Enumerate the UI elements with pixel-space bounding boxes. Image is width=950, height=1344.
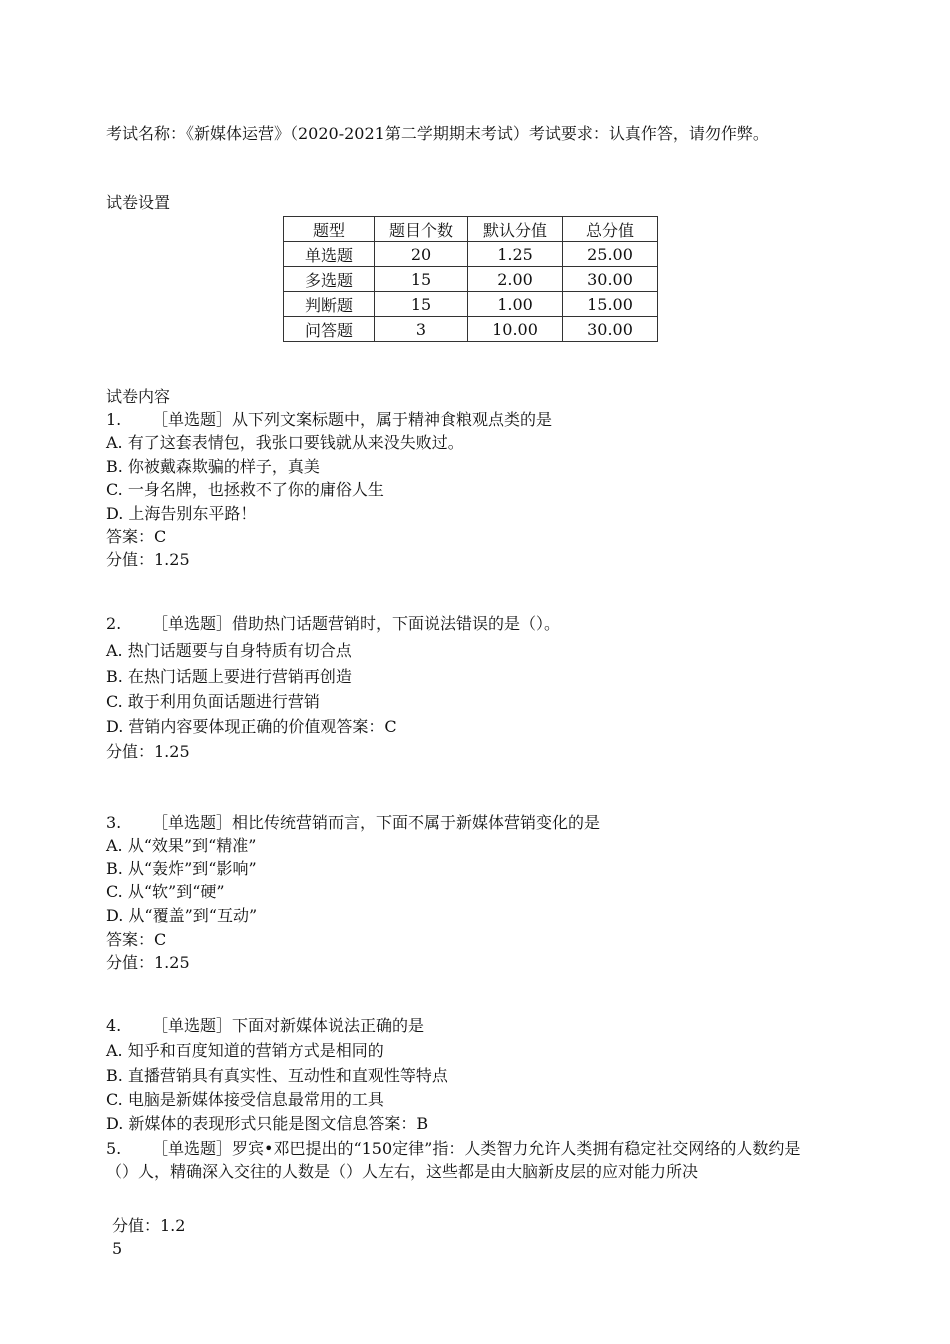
col-header: 题目个数 — [375, 217, 468, 242]
question-stem — [106, 409, 552, 431]
question-number: 3. — [106, 813, 122, 832]
question-text: ［单选题］下面对新媒体说法正确的是 — [152, 1016, 425, 1035]
question-text: ［单选题］借助热门话题营销时，下面说法错误的是（）。 — [152, 614, 561, 633]
table-cell: 10.00 — [468, 317, 563, 342]
option: B. 从“轰炸”到“影响” — [106, 859, 257, 878]
table-cell: 25.00 — [563, 242, 658, 267]
answer: 答案：C — [106, 930, 167, 949]
score: 分值：1.25 — [106, 742, 190, 761]
option: B. 你被戴森欺骗的样子，真美 — [106, 457, 320, 476]
question-text: ［单选题］罗宾•邓巴提出的“150定律”指：人类智力允许人类拥有稳定社交网络的人数约是（）人，精确深入交往的人数是（）人左右，这些都是由大脑新皮层的应对能力所决 — [106, 1139, 801, 1181]
table-cell: 多选题 — [284, 267, 375, 292]
option: B. 在热门话题上要进行营销再创造 — [106, 667, 352, 686]
score: 分值：1.25 — [106, 550, 190, 569]
table-cell: 15 — [375, 292, 468, 317]
option: B. 直播营销具有真实性、互动性和直观性等特点 — [106, 1066, 448, 1085]
question-stem — [106, 1137, 822, 1183]
content-title: 试卷内容 — [106, 387, 171, 406]
table-cell: 15.00 — [563, 292, 658, 317]
question-number: 1. — [106, 410, 122, 429]
table-cell: 15 — [375, 267, 468, 292]
option: A. 知乎和百度知道的营销方式是相同的 — [106, 1041, 384, 1060]
table-row — [284, 242, 658, 267]
option: A. 有了这套表情包，我张口要钱就从来没失败过。 — [106, 433, 464, 452]
col-header: 默认分值 — [468, 217, 563, 242]
answer: 答案：C — [106, 527, 167, 546]
option: C. 电脑是新媒体接受信息最常用的工具 — [106, 1090, 384, 1109]
option: D. 营销内容要体现正确的价值观答案：C — [106, 717, 397, 736]
table-row — [284, 267, 658, 292]
table-cell: 2.00 — [468, 267, 563, 292]
col-header: 题型 — [284, 217, 375, 242]
settings-title: 试卷设置 — [106, 193, 171, 212]
table-cell: 问答题 — [284, 317, 375, 342]
question-number: 4. — [106, 1016, 122, 1035]
option: A. 从“效果”到“精准” — [106, 836, 257, 855]
score: 分值：1.25 — [106, 953, 190, 972]
option: C. 敢于利用负面话题进行营销 — [106, 692, 320, 711]
col-header: 总分值 — [563, 217, 658, 242]
exam-header: 考试名称：《新媒体运营》（2020-2021第二学期期末考试）考试要求：认真作答，请勿作弊。 — [106, 124, 769, 143]
question-text: ［单选题］相比传统营销而言，下面不属于新媒体营销变化的是 — [152, 813, 601, 832]
option: D. 上海告别东平路！ — [106, 504, 257, 523]
table-cell: 20 — [375, 242, 468, 267]
table-row — [284, 317, 658, 342]
question-stem — [106, 1015, 424, 1037]
option: A. 热门话题要与自身特质有切合点 — [106, 641, 352, 660]
table-cell: 1.25 — [468, 242, 563, 267]
table-row — [284, 292, 658, 317]
table-header-row — [284, 217, 658, 242]
question-number: 5. — [106, 1139, 122, 1158]
option: C. 一身名牌，也拯救不了你的庸俗人生 — [106, 480, 384, 499]
table-cell: 1.00 — [468, 292, 563, 317]
table-cell: 3 — [375, 317, 468, 342]
question-text: ［单选题］从下列文案标题中，属于精神食粮观点类的是 — [152, 410, 553, 429]
score-continuation: 5 — [112, 1239, 123, 1258]
question-number: 2. — [106, 614, 122, 633]
table-cell: 单选题 — [284, 242, 375, 267]
option: D. 从“覆盖”到“互动” — [106, 906, 258, 925]
table-cell: 30.00 — [563, 317, 658, 342]
settings-table — [283, 216, 658, 342]
score: 分值：1.2 — [112, 1216, 186, 1235]
question-stem — [106, 812, 600, 834]
question-stem — [106, 613, 560, 635]
table-cell: 判断题 — [284, 292, 375, 317]
table-cell: 30.00 — [563, 267, 658, 292]
option: D. 新媒体的表现形式只能是图文信息答案：B — [106, 1114, 429, 1133]
option: C. 从“软”到“硬” — [106, 882, 225, 901]
